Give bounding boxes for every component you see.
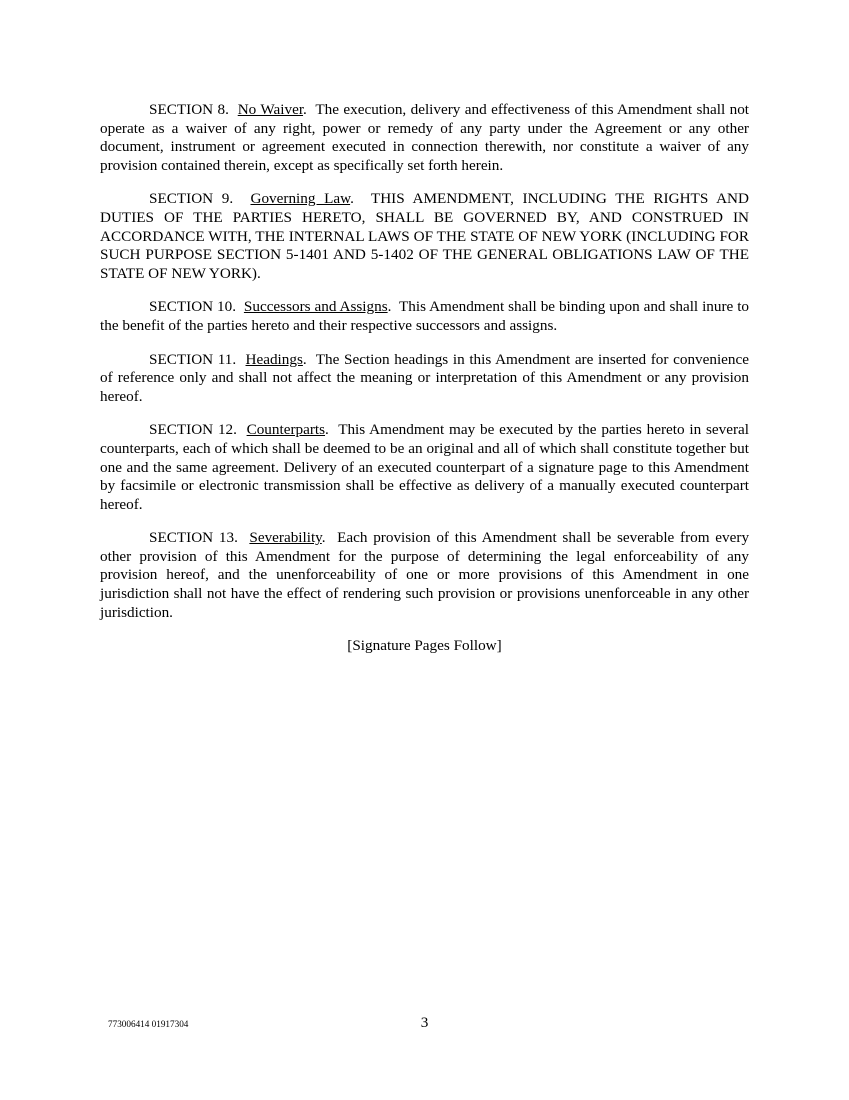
section-9: SECTION 9. Governing Law. THIS AMENDMENT, INCLUDING THE RIGHTS AND DUTIES OF THE PARTIES HERETO, SHALL BE GOVERNED BY, AND CONSTRUED IN ACCORDANCE WITH, THE INTERNAL LAWS OF THE STATE OF NEW YORK (INCLUDING FOR SUCH PURPOSE SECTION 5-1401 AND 5-1402 OF THE GENERAL OBLIGATIONS LAW OF THE STATE OF NEW YORK). <box>100 190 749 282</box>
section-heading: Successors and Assigns <box>243 298 388 316</box>
section-number: SECTION 11. <box>149 350 237 368</box>
section-number: SECTION 9. <box>149 190 234 208</box>
section-body: Each provision of this Amendment shall be severable from every other provision of this Amendment for the purpose of determining the legal enforceability of any provision hereof, and the unenforceability of one or more provisions of this Amendment in one jurisdiction shall not have the effect of rendering such provision or provisions unenforceable in any other jurisdiction. <box>100 529 750 621</box>
section-8: SECTION 8. No Waiver. The execution, delivery and effectiveness of this Amendment shall not operate as a waiver of any right, power or remedy of any party under the Agreement or any other document, instrument or agreement executed in connection therewith, nor constitute a waiver of any provision contained therein, except as specifically set forth herein. <box>100 101 750 174</box>
section-body: THIS AMENDMENT, INCLUDING THE RIGHTS AND DUTIES OF THE PARTIES HERETO, SHALL BE GOVERNED BY, AND CONSTRUED IN ACCORDANCE WITH, THE INTERNAL LAWS OF THE STATE OF NEW YORK (INCLUDING FOR SUCH PURPOSE SECTION 5-1401 AND 5-1402 OF THE GENERAL OBLIGATIONS LAW OF THE STATE OF NEW YORK). <box>100 190 749 282</box>
section-heading: Severability <box>249 529 322 547</box>
section-number: SECTION 10. <box>149 298 237 316</box>
document-id: 773006414 01917304 <box>108 1019 189 1029</box>
section-heading: Headings <box>245 350 303 368</box>
document-page <box>100 101 749 656</box>
signature-pages-note: [Signature Pages Follow] <box>347 637 502 655</box>
section-heading: Governing Law <box>250 190 351 208</box>
section-number: SECTION 13. <box>149 529 238 547</box>
section-body: The execution, delivery and effectiveness of this Amendment shall not operate as a waiver of any right, power or remedy of any party under the Agreement or any other document, instrument or agreement executed in connection therewith, nor constitute a waiver of any provision contained therein, except as specifically set forth herein. <box>100 101 750 174</box>
section-body: This Amendment shall be binding upon and shall inure to the benefit of the parties hereto and their respective successors and assigns. <box>100 298 750 334</box>
section-body: The Section headings in this Amendment are inserted for convenience of reference only and shall not affect the meaning or interpretation of this Amendment or any provision hereof. <box>100 350 749 405</box>
section-10: SECTION 10. Successors and Assigns. This Amendment shall be binding upon and shall inure to the benefit of the parties hereto and their respective successors and assigns. <box>100 298 750 334</box>
section-12: SECTION 12. Counterparts. This Amendment may be executed by the parties hereto in several counterparts, each of which shall be deemed to be an original and all of which shall constitute together but one and the same agreement. Delivery of an executed counterpart of a signature page to this Amendment by facsimile or electronic transmission shall be effective as delivery of a manually executed counterpart hereof. <box>100 421 750 513</box>
section-number: SECTION 12. <box>149 421 237 439</box>
section-11: SECTION 11. Headings. The Section headings in this Amendment are inserted for convenience of reference only and shall not affect the meaning or interpretation of this Amendment or any provision hereof. <box>100 350 749 405</box>
section-heading: Counterparts <box>246 421 326 439</box>
section-13: SECTION 13. Severability. Each provision of this Amendment shall be severable from every other provision of this Amendment for the purpose of determining the legal enforceability of any provision hereof, and the unenforceability of one or more provisions of this Amendment in one jurisdiction shall not have the effect of rendering such provision or provisions unenforceable in any other jurisdiction. <box>100 529 750 621</box>
page-number: 3 <box>420 1014 429 1031</box>
section-body: This Amendment may be executed by the parties hereto in several counterparts, each of which shall be deemed to be an original and all of which shall constitute together but one and the same agreement. Delivery of an executed counterpart of a signature page to this Amendment by facsimile or electronic transmission shall be effective as delivery of a manually executed counterpart hereof. <box>100 421 750 513</box>
section-heading: No Waiver <box>237 101 304 118</box>
section-number: SECTION 8. <box>149 101 229 118</box>
